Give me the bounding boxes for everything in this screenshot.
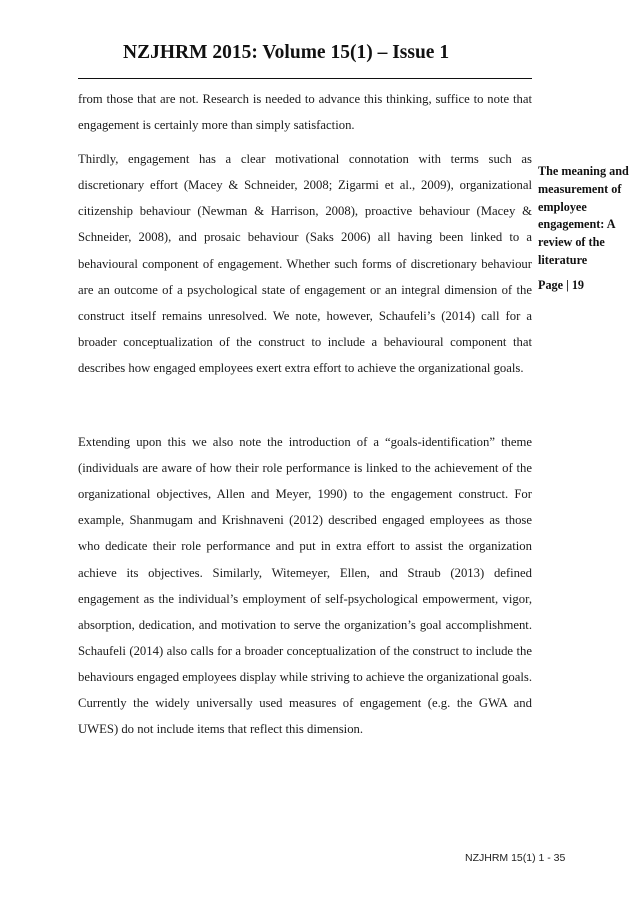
body-paragraph: from those that are not. Research is needed to advance this thinking, suffice to note that engagement is certainly more than simply satisfaction. bbox=[78, 92, 532, 133]
article-body bbox=[78, 86, 532, 742]
page-number: Page | 19 bbox=[538, 278, 585, 292]
body-paragraph: Thirdly, engagement has a clear motivational connotation with terms such as discretionary effort (Macey & Schneider, 2008; Zigarmi et al., 2009), organizational citizenship behaviour (Newman & Harrison, 2008), proactive behaviour (Macey & Schneider, 2008), and prosaic behaviour (Saks 2006) all having been linked to a behavioural component of engagement. Whether such forms of discretionary behaviour are an outcome of a psychological state of engagement or an integral dimension of the construct itself remains unresolved. We note, however, Schaufeli’s (2014) call for a broader conceptualization of the construct to include a behavioural component that describes how engaged employees exert extra effort to achieve the organizational goals. bbox=[78, 152, 532, 375]
footer-issue-reference: NZJHRM 15(1) 1 - 35 bbox=[465, 852, 566, 864]
journal-header-title: NZJHRM 2015: Volume 15(1) – Issue 1 bbox=[123, 42, 450, 63]
body-paragraph: Extending upon this we also note the introduction of a “goals-identification” theme (individuals are aware of how their role performance is linked to the achievement of the organizational objectives, Allen and Meyer, 1990) to the engagement construct. For example, Shanmugam and Krishnaveni (2012) described engaged employees as those who dedicate their role performance and put in extra effort to assist the organization achieve its objectives. Similarly, Witemeyer, Ellen, and Straub (2013) defined engagement as the individual’s employment of self-psychological empowerment, vigor, absorption, dedication, and motivation to serve the organization’s goal accomplishment. Schaufeli (2014) also calls for a broader conceptualization of the construct to include the behaviours engaged employees display while striving to achieve the organizational goals. Currently the widely universally used measures of engagement (e.g. the GWA and UWES) do not include items that reflect this dimension. bbox=[78, 435, 532, 737]
header-rule bbox=[78, 78, 532, 79]
running-article-title: The meaning and measurement of employee engagement: A review of the literature bbox=[538, 164, 629, 267]
